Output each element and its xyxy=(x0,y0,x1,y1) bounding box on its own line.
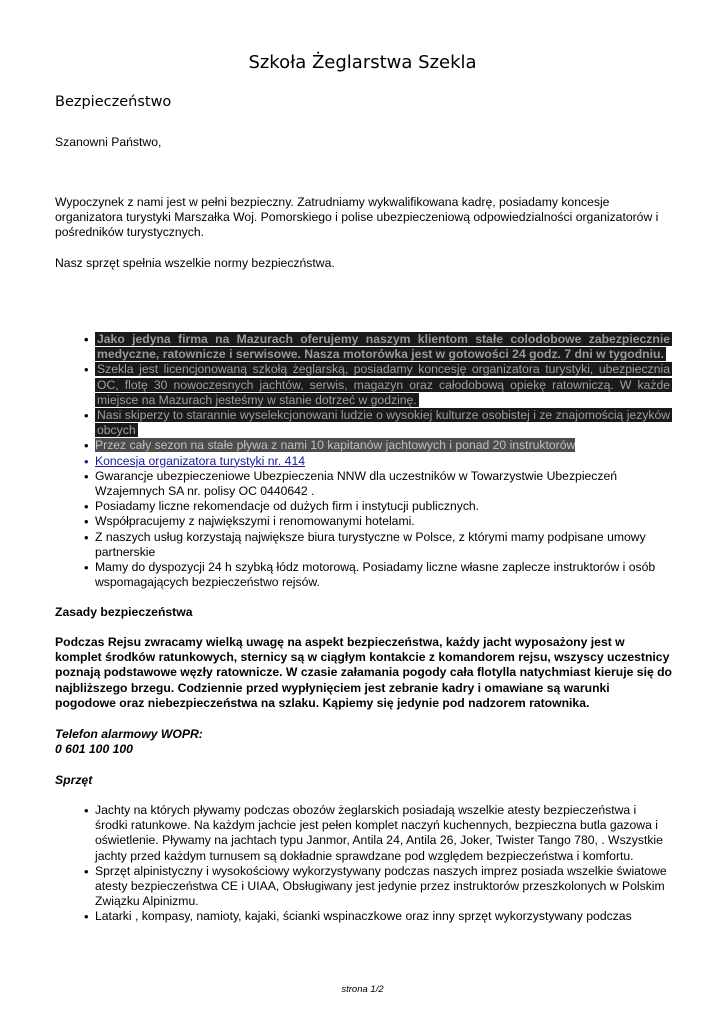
intro-paragraph xyxy=(55,195,672,241)
list-item xyxy=(55,530,672,560)
greeting xyxy=(55,135,672,150)
equipment-heading-text: Sprzęt xyxy=(55,773,93,787)
equipment-list xyxy=(55,803,672,925)
list-item-text: Sprzęt alpinistyczny i wysokościowy wykorzystywany podczas naszych imprez posiada wszelkie światowe atesty bezpieczeństwa CE i UIAA, Obsługiwany jest jedynie przez instruktorów przeszkolonych w Polskim Związku Alpinizmu. xyxy=(95,863,667,909)
safety-heading-text: Zasady bezpieczeństwa xyxy=(55,605,193,619)
list-item xyxy=(55,469,672,499)
equipment-heading xyxy=(55,773,672,788)
safety-paragraph xyxy=(55,635,672,711)
list-item xyxy=(55,454,672,469)
page-number: strona 1/2 xyxy=(341,984,384,995)
list-item-text: Mamy do dyspozycji 24 h szybką łódz motorową. Posiadamy liczne własne zaplecze instruktorów i osób wspomagających bezpieczeństwo rejsów. xyxy=(95,560,656,590)
list-item-text: Jachty na których pływamy podczas obozów żeglarskich posiadają wszelkie atesty bezpieczeństwa i środki ratunkowe. Na każdym jachcie jest pełen komplet naczyń kuchennych, bezpieczna butla gazowa i oświetlenie. Pływamy na jachtach typu Janmor, Antila 24, Antila 26, Joker, Twister Tango 780, . Wszystkie jachty przed każdym turnusem są dokładnie sprawdzane pod względem bezpieczeństwa i komfortu. xyxy=(95,803,663,863)
greeting-text: Szanowni Państwo, xyxy=(55,135,162,149)
features-list xyxy=(55,332,672,590)
emergency-number: 0 601 100 100 xyxy=(55,742,133,757)
list-item xyxy=(55,514,672,529)
list-item xyxy=(55,332,672,362)
section-heading: Bezpieczeństwo xyxy=(55,94,172,110)
list-item xyxy=(55,362,672,408)
list-item-text: Latarki , kompasy, namioty, kajaki, ścianki wspinaczkowe oraz inny sprzęt wykorzystywany podczas xyxy=(95,909,632,924)
list-item xyxy=(55,560,672,590)
safety-heading xyxy=(55,605,672,620)
list-item-text: Gwarancje ubezpieczeniowe Ubezpieczenia NNW dla uczestników w Towarzystwie Ubezpieczeń Wzajemnych SA nr. polisy OC 0440642 . xyxy=(95,468,618,499)
list-item-text: Szekla jest licencjonowaną szkołą żeglarską, posiadamy koncesję organizatora turystyki, ubezpiecznia OC, flotę 30 nowoczesnych jachtów, serwis, magazyn oraz całodobową opiekę ratowniczą. W każde miejsce na Mazurach jesteśmy w stanie dotrzeć w godzinę. xyxy=(97,362,670,407)
list-item-text: Współpracujemy z największymi i renomowanymi hotelami. xyxy=(95,514,415,529)
equipment-statement-text: Nasz sprzęt spełnia wszelkie normy bezpieczństwa. xyxy=(55,256,335,270)
list-item-text: Nasi skiperzy to starannie wyselekcjonowani ludzie o wysokiej kulturze osobistej i ze znajomością jezyków obcych xyxy=(97,408,671,438)
list-item-text: Jako jedyna firma na Mazurach oferujemy naszym klientom stałe colodobowe zabezpiecznie medyczne, ratownicze i serwisowe. Nasza motorówka jest w gotowości 24 godz. 7 dni w tygodniu. xyxy=(97,332,670,362)
concession-link[interactable]: Koncesja organizatora turystyki nr. 414 xyxy=(95,453,306,468)
list-item xyxy=(55,803,672,864)
emergency-label: Telefon alarmowy WOPR: xyxy=(55,727,203,741)
list-item xyxy=(55,438,672,453)
list-item xyxy=(55,909,672,924)
safety-paragraph-text: Podczas Rejsu zwracamy wielką uwagę na aspekt bezpieczeństwa, każdy jacht wyposażony jest w komplet środków ratunkowych, sternicy są w ciągłym kontakcie z komandorem rejsu, wszyscy uczestnicy poznają podstawowe węzły ratownicze. W czasie załamania pogody cała flotylla natychmiast kieruje się do najbliższego brzegu. Codziennie przed wypłynięciem jest zebranie kadry i omawiane są warunki pogodowe oraz niebezpieczeństwa na szlaku. Kąpiemy się jedynie pod nadzorem ratownika. xyxy=(55,635,673,710)
list-item xyxy=(55,408,672,438)
list-item xyxy=(55,499,672,514)
page-title: Szkoła Żeglarstwa Szekla xyxy=(248,52,477,73)
list-item-text: Przez cały sezon na stałe pływa z nami 10 kapitanów jachtowych i ponad 20 instruktorów xyxy=(95,438,576,453)
intro-paragraph-text: Wypoczynek z nami jest w pełni bezpieczny. Zatrudniamy wykwalifikowana kadrę, posiadamy koncesje organizatora turystyki Marszałka Woj. Pomorskiego i polise ubezpieczeniową odpowiedzialności organizatorów i pośredników turystycznych. xyxy=(55,195,659,240)
list-item xyxy=(55,864,672,910)
equipment-statement xyxy=(55,256,672,271)
list-item-text: Z naszych usług korzystają największe biura turystyczne w Polsce, z którymi mamy podpisane umowy partnerskie xyxy=(95,529,646,559)
list-item-text: Posiadamy liczne rekomendacje od dużych firm i instytucji publicznych. xyxy=(95,499,480,514)
emergency-contact xyxy=(55,727,672,757)
